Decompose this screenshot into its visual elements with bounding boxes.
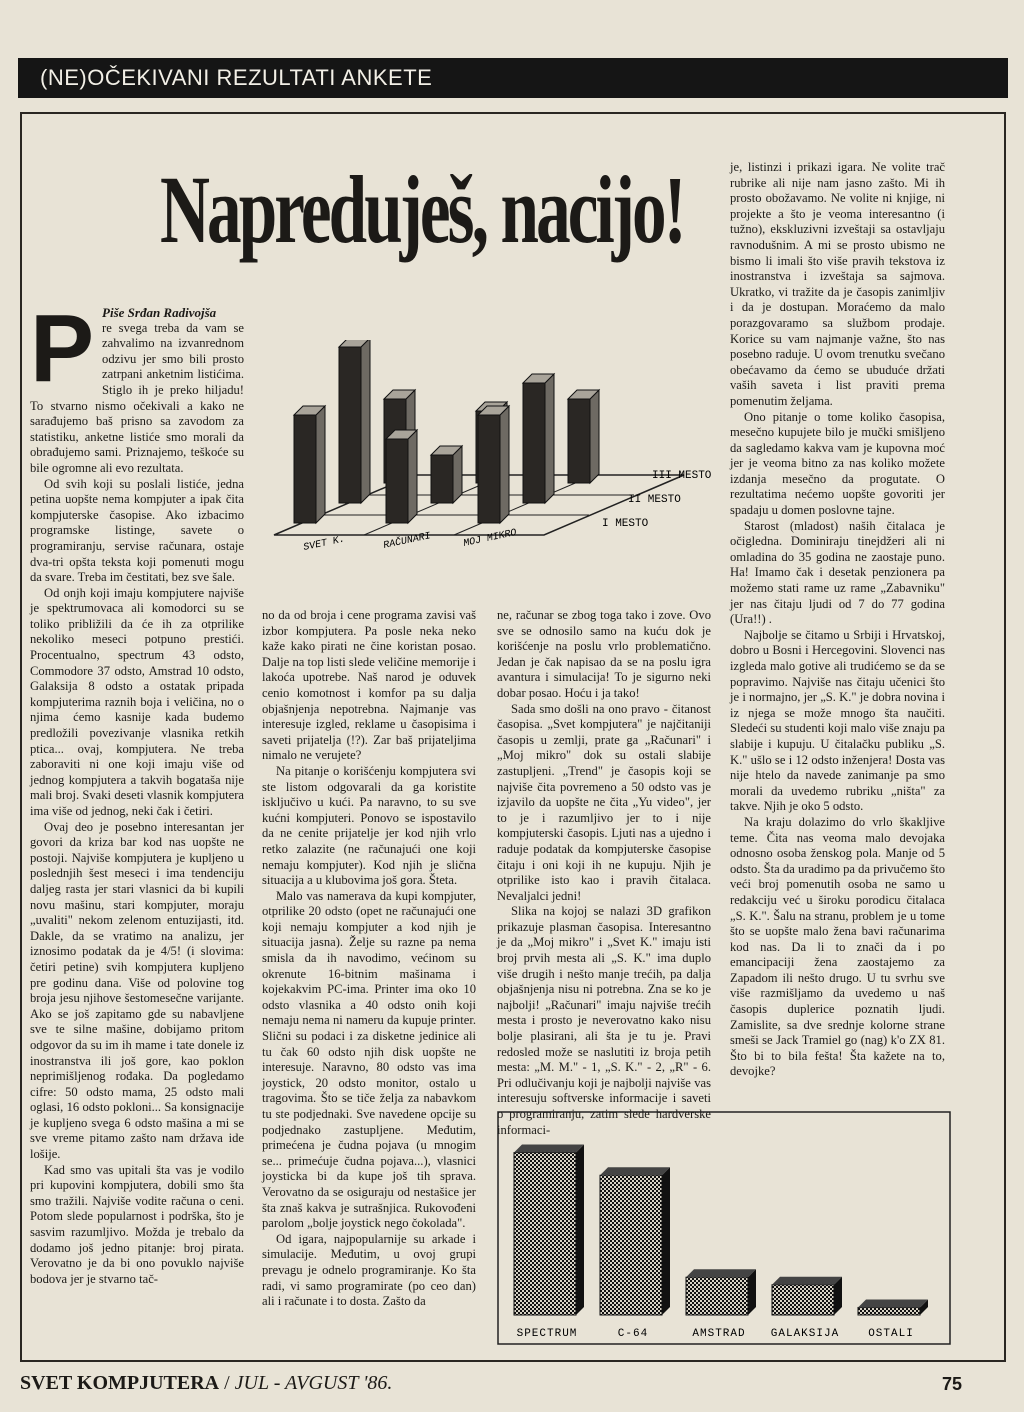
legend-item: I MESTO xyxy=(602,518,649,530)
chart-bar xyxy=(478,406,509,523)
drop-cap: P xyxy=(30,295,95,402)
chart-bar xyxy=(568,390,599,483)
article-title: Napreduješ, nacijo! xyxy=(160,156,684,263)
paragraph: Od igara, najpopularnije su arkade i simulacije. Međutim, u ovoj grupi prevagu je odnelo programiranje. Ko šta radi, vi samo programirate (po ceo dan) ali i računate i to dosta. Zašto da xyxy=(262,1231,476,1309)
paragraph: Sada smo došli na ono pravo - čitanost časopisa. „Svet kompjutera" je najčitaniji časopis u zemlji, prate ga „Računari" i „Moj mikro" dok su ostali slabije zastupljeni. „Trend" je časopis koji se najviše čita povremeno a 50 odsto vas je izjavilo da uopšte ne čita „Yu video", jer to je i razumljivo jer to i nije kompjuterski časopis. Ljuti nas a ujedno i raduje podatak da kompjuterske časopise čitaju i oni koji ih ne kupuju. Njih je otprilike isto kao i pravih čitalaca. Nevaljalci jedni! xyxy=(497,701,711,903)
bar-face xyxy=(386,439,408,523)
chart-bar xyxy=(772,1277,842,1315)
bar-face xyxy=(514,1153,576,1315)
category-label: MOJ MIKRO xyxy=(462,527,518,550)
bar-side xyxy=(316,406,325,523)
paragraph: Ovaj deo je posebno interesantan jer govori da kriza bar kod nas uopšte ne postoji. Najviše kompjutera je kupljeno u poslednjih šest meseci i ima tendenciju daljeg rasta jer stari vlasnici da bi kupili novu mašinu, stari kompjuter, moraju „uvaliti" nekom zelenom entuzijasti, itd. Dakle, da se vratimo na analizu, jer iznosimo podatak da je 4/5! (i slovima: četiri petine) svih kompjutera kupljeno pre godinu dana. Više od polovine tog broja jesu njihove šestomesečne varijante. Ako se još zapitamo gde su nabavljene sve te silne mašine, dobijamo pritom odgovor da su im ih mame i tate donele iz inostranstva ili još gore, kao poklon neprimišljenog rođaka. Da pogledamo cifre: 50 odsto mama, 25 odsto mali oglasi, 16 odsto pokloni... Sa konsignacije je kupljeno svega 6 odsto mašina a mi se sve vreme pitamo zašto nam država ide lošije. xyxy=(30,819,244,1162)
paragraph: Starost (mladost) naših čitalaca je očigledna. Dominiraju tinejdžeri ali ni omladina do 35 godina ne zaostaje puno. Ha! Imamo čak i desetak penzionera pa možemo stati rame uz rame „Zabavniku" jer nas čitaju ljudi od 7 do 77 godina (Ura!!) . xyxy=(730,518,945,627)
page-number: 75 xyxy=(941,1374,962,1394)
chart-bar xyxy=(386,430,417,523)
paragraph: re svega treba da vam se zahvalimo na izvanrednom odzivu jer smo bili prosto zatrpani anketnim listićima. Stiglo ih je preko hiljadu! To stvarno nismo očekivali a kako ne sarađujemo baš prisno sa zavodom za statistiku, anketne listiće smo morali da obrađujemo sami. Priznajemo, teškoće su bile ogromne ali evo rezultata. xyxy=(30,320,244,475)
paragraph: Kad smo vas upitali šta vas je vodilo pri kupovini kompjutera, dobili smo šta smo tražili. Najviše vodite računa o ceni. Potom slede popularnost i podrška, što je sasvim razumljivo. Možda je trebalo da dodamo još jedno pitanje: broj pirata. Verovatno je da bi ono povuklo najviše bodova jer je stvarno tač- xyxy=(30,1162,244,1286)
bar-face xyxy=(294,415,316,523)
bar-side xyxy=(500,406,509,523)
paragraph: ne, računar se zbog toga tako i zove. Ovo sve se odnosilo samo na kuću dok je korišćenje na poslu vrlo problematično. Jedan je čak napisao da se na poslu igra avantura i simulacija! To je sigurno neki dobar posao. Hoću i ja tako! xyxy=(497,608,711,700)
paragraph: Od onjh koji imaju kompjutere najviše je spektrumovaca ali komodorci su se toliko približili da će ih za otprilike nekoliko meseci potpuno prestići. Procentualno, spectrum 43 odsto, Commodore 37 odsto, Amstrad 10 odsto, Galaksija 8 odsto a ostatak pripada kompjuterima raznih boja i veličina, no o njima ćemo kasnije kada budemo predložili povezivanje vlasnika retkih ptica... ovaj, kompjutera. Ne treba zaboraviti ni one koji imaju više od jednog kompjutera a takvih bogataša nije mali broj. Svaki deseti vlasnik kompjutera ima više od jednog, neki čak i četiri. xyxy=(30,585,244,818)
computer-share-chart xyxy=(496,1110,956,1350)
text-column-2 xyxy=(262,608,476,1310)
category-label: AMSTRAD xyxy=(692,1328,746,1340)
bar-side xyxy=(662,1167,670,1315)
bar-face xyxy=(858,1307,920,1315)
paragraph: Na pitanje o korišćenju kompjutera svi ste listom odgovarali da ga koristite isključivo u kući. Pa naravno, to su sve kućni kompjuteri. Ponovo se ispostavilo da ne cenite prijatelje jer kod njih vrlo retko zalazite (ne računajući one koji nemaju kompjuter). Kod njih je slična situacija a u klubovima još gora. Šteta. xyxy=(262,763,476,888)
section-title: (NE)OČEKIVANI REZULTATI ANKETE xyxy=(40,65,433,90)
bar-side xyxy=(453,446,462,503)
paragraph: Najbolje se čitamo u Srbiji i Hrvatskoj, dobro u Bosni i Hercegovini. Slovenci nas izgleda malo gotive ali trudićemo se da se popravimo. Najviše nas čitaju učenici što je i normajno, jer „S. K." je dobra novina i iz njega se može mnogo šta naučiti. Sledeći su studenti koji malo više znaju pa slabije i kupuju. U čitalačku publiku „S. K." ušlo se i 12 odsto inženjera! Dosta vas nije htelo da navede zanimanje pa smo morali da uvedemo rubriku „ništa" za takve. Njih je oko 5 odsto. xyxy=(730,627,945,814)
footer-separator: / xyxy=(224,1372,230,1394)
bar-face xyxy=(339,347,361,503)
bar-top xyxy=(600,1167,670,1175)
category-label: C-64 xyxy=(617,1328,649,1340)
bar-face xyxy=(478,415,500,523)
bar-face xyxy=(431,455,453,503)
bar-side xyxy=(361,340,370,503)
category-label: SPECTRUM xyxy=(516,1328,578,1340)
paragraph: no da od broja i cene programa zavisi vaš izbor kompjutera. Pa posle neka neko kaže kako pirati ne čine koristan posao. Dalje na top listi slede veličine memorije i lakoća upotrebe. Naš narod je oduvek cenio komotnost i komfor pa su dalja objašnjenja nepotrebna. Najmanje vas interesuje izgled, reklame u časopisima i saveti prijatelja (!?). Zar baš prijateljima nimalo ne verujete? xyxy=(262,608,476,763)
category-label: RAČUNARI xyxy=(382,531,432,552)
paragraph: Ono pitanje o tome koliko časopisa, mesečno kupujete bilo je mučki smišljeno da sagledamo kakva vam je kupovna moć jer je veoma bitno za nas koliko možete izdanja mesečno da progutate. O rezultatima nećemo uopšte govoriti jer spadaju u domen poslovne tajne. xyxy=(730,409,945,518)
category-label: SVET K. xyxy=(302,534,346,554)
bar-face xyxy=(568,399,590,483)
chart-bar xyxy=(339,340,370,503)
text-column-3 xyxy=(497,608,711,1138)
bar-side xyxy=(545,374,554,503)
bar-top xyxy=(858,1299,928,1307)
chart-bar xyxy=(514,1145,584,1315)
bar-side xyxy=(590,390,599,483)
category-label: GALAKSIJA xyxy=(770,1328,840,1340)
magazine-ranking-3d-chart xyxy=(264,340,724,580)
text-column-1 xyxy=(30,295,244,1287)
category-label: OSTALI xyxy=(868,1328,914,1340)
bar-face xyxy=(523,383,545,503)
text-column-4 xyxy=(730,160,945,1080)
bar-top xyxy=(772,1277,842,1285)
chart-bar xyxy=(294,406,325,523)
paragraph: Na kraju dolazimo do vrlo škakljive teme. Čita nas veoma malo devojaka odnosno osoba ženskog pola. Manje od 5 odsto. Šta da uradimo pa da privučemo što veći broj pomenutih osoba ne samo u redakciju već u široku porodicu čitalaca „S. K.". Šalu na stranu, problem je u tome što se uopšte malo žena bavi računarima kod nas. Da li to znači da i po emancipaciji žena zaostajemo za Zapadom ili nešto drugo. U tu svrhu sve više razmišljamo da uvedemo u naš časopis duplerice poznatih ljudi. Zamislite, sa dve srednje kolorne strane smeši se Jack Tramiel go (nag) k'o ZX 81. Što bi to bila fešta! Šta kažete na to, devojke? xyxy=(730,814,945,1079)
legend-item: III MESTO xyxy=(652,470,712,482)
bar-top xyxy=(686,1269,756,1277)
legend-item: II MESTO xyxy=(628,494,681,506)
chart-bar xyxy=(523,374,554,503)
section-banner xyxy=(18,58,1008,98)
chart-bar xyxy=(600,1167,670,1315)
chart-bar xyxy=(858,1299,928,1315)
paragraph: Slika na kojoj se nalazi 3D grafikon prikazuje plasman časopisa. Interesantno je da „Moj mikro" i „Svet K." imaju isti broj prvih mesta ali „S. K." ima duplo više drugih i nešto manje trećih, pa dalja objašnjenja nisu ni potrebna. Zna se ko je najbolji! „Računari" imaju najviše trećih mesta i prosto je neverovatno kako nisu bolje plasirani, ali šta je tu je. Pravi redosled može se naslutiti iz broja petih mesta: „M. M." - 1, „S. K." - 2, „R" - 6. Pri odlučivanju koji je najbolji najviše vas interesuju softverske informacije i saveti o programiranju, zatim slede hardverske informaci- xyxy=(497,904,711,1137)
bar-face xyxy=(772,1285,834,1315)
byline: Piše Srđan Radivojša xyxy=(102,305,217,320)
bar-side xyxy=(408,430,417,523)
chart-bar xyxy=(431,446,462,503)
bar-side xyxy=(748,1269,756,1315)
paragraph: je, listinzi i prikazi igara. Ne volite trač rubrike ali nije nam jasno zašto. Mi ih prosto obožavamo. Ne volite ni knjige, ni projekte a što je veoma interesantno (i tužno), ekskluzivni izveštaji sa ostavljaju ravnodušnim. A mi se prosto ubismo ne bismo li imali što više pravih tekstova iz inostranstva i izveštaja sa sajmova. Ukratko, vi tražite da je časopis zanimljiv i da je dostupan. Moraćemo da malo porazgovaramo sa službom prodaje. Korice su vam najmanje važne, što nas posebno raduje. U ovom trenutku svečano obećavamo da ćemo se ubuduće držati vaših saveta i list praviti prema pomenutim željama. xyxy=(730,160,945,408)
issue-date: JUL - AVGUST '86. xyxy=(234,1372,393,1394)
paragraph: Od svih koji su poslali listiće, jedna petina uopšte nema kompjuter a ipak čita kompjuterske časopise. Ako izbacimo programske listinge, savete o programiranju, servise računara, ostaje dva-tri opšta teksta koji pomenuti mogu da svare. Treba im čestitati, bez sve šale. xyxy=(30,476,244,585)
bar-top xyxy=(514,1145,584,1153)
chart-bar xyxy=(686,1269,756,1315)
magazine-name: SVET KOMPJUTERA xyxy=(20,1372,220,1394)
bar-face xyxy=(686,1277,748,1315)
footer-magazine xyxy=(20,1372,392,1395)
bar-side xyxy=(576,1145,584,1315)
bar-face xyxy=(600,1175,662,1315)
paragraph: Malo vas namerava da kupi kompjuter, otprilike 20 odsto (opet ne računajući one koji nemaju kompjuter a kod njih je situacija jasna). Želje su razne pa nema smisla da ih navodimo, većinom su okrenute 16-bitnim mašinama i kojekakvim PC-ima. Printer ima oko 10 odsto vlasnika a 40 odsto onih koji nemaju nema ni nameru da kupuje printer. Slični su podaci i za disketne jedinice ali tu čak 60 odsto njih disk uopšte ne interesuje. Naravno, 80 odsto vas ima joystick, 20 odsto monitor, ostalo u tragovima. Što se tiče želja za nabavkom tu ste podjednaki. Sve navedene opcije su podjednako zastupljene. Međutim, primećena je čudna pojava (u mnogim se... primećuje čudna pojava...), vlasnici joysticka bi da kupe još tih sprava. Verovatno da se osiguraju od nestašice jer šta znaš kakva je sutrašnjica. Rukovođeni parolom „bolje joystick nego čokolada". xyxy=(262,888,476,1231)
